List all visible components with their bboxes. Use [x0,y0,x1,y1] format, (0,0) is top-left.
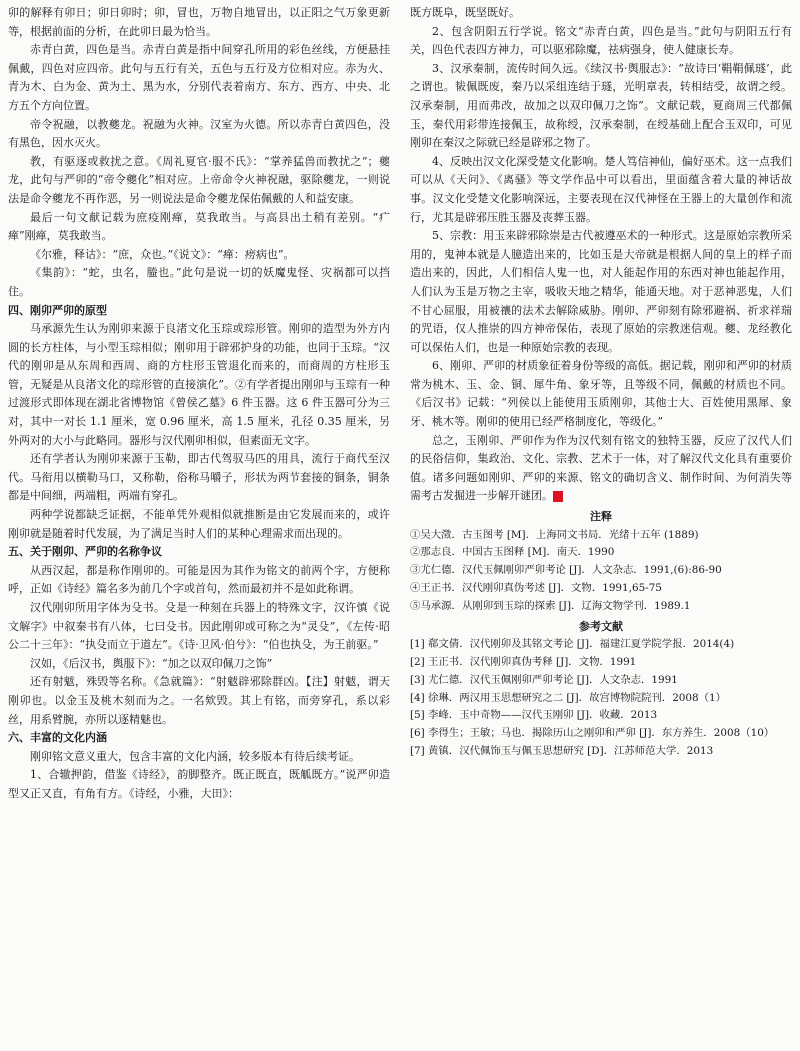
body-paragraph: 卯的解释有卯日；卯日卯时；卯，冒也，万物自地冒出，以正阳之气万象更新等，根据前面的分析，在此卯日最为恰当。 [8,6,390,38]
body-paragraph: 《集韵》：“蛇，虫名，螣也。”此句是说一切的妖魔鬼怪、灾祸都可以挡住。 [8,266,390,298]
body-paragraph: 6、刚卯、严卯的材质象征着身份等级的高低。据记载，刚卯和严卯的材质常为桃木、玉、金、铜、犀牛角、象牙等，且等级不同，佩戴的材质也不同。《后汉书》记载：“列侯以上能使用玉质刚卯，其他士大、百姓使用黑犀、象牙、桃木等。刚卯的使用已经严格制度化，等级化。” [410,359,792,429]
body-paragraph: 马承源先生认为刚卯来源于良渚文化玉琮或琮形管。刚卯的造型为外方内圆的长方柱体，与小型玉琮相似；刚卯用于辟邪护身的功能，也同于玉琮。“汉代的刚卯是从东周和西周、商的方柱形玉管退化而来的，而商周的方柱形玉管，无疑是从良渚文化的琮形管的直接演化”。②有学者提出刚卯与玉琮有一种过渡形式即体现在湖北省博物馆《曾侯乙墓》6 件玉器。这 6 件玉器可分为三对，其中一对长 1.1 厘米，宽 0.96 厘米，高 1.5 厘米，孔径 0.35 厘米，另外两对的大小与此略同。器形与汉代刚卯相似，但素面无文字。 [8,322,390,447]
reference-item: [5] 李峰．玉中奇物——汉代玉刚卯 [J]．收藏．2013 [410,709,658,722]
body-paragraph: 汉代刚卯所用字体为殳书。殳是一种刻在兵器上的特殊文字，汉许慎《说文解字》中叙秦书有八体，七曰殳书。因此刚卯或可称之为“灵殳”，《左传·昭公二十三年》：“执殳而立于道左”。《诗·卫风·伯兮》：“伯也执殳，为王前驱。” [8,601,390,652]
note-item: ②那志良．中国古玉图释 [M]．南天．1990 [410,546,615,559]
note-item: ①吴大澂．古玉图考 [M]．上海同文书局．光绪十五年 (1889) [410,528,699,541]
body-paragraph: 1、合辙押韵，借鉴《诗经》，韵脚整齐。既正既直，既觚既方。”说严卯造型又正又直，有角有方。《诗经，小雅，大田》： [8,768,390,800]
right-column [410,4,792,761]
body-paragraph: 最后一句文献记载为庶疫刚瘅，莫我敢当。与高县出土稍有差别。“疒瘅”刚瘅，莫我敢当。 [8,210,390,243]
section-heading: 四、刚卯严卯的原型 [8,303,107,317]
body-paragraph: 从西汉起，都是称作刚卯的。可能是因为其作为铭文的前两个字，方便称呼，正如《诗经》篇名多为前几个字或首句，然而最初并不是如此称谓。 [8,563,390,596]
body-paragraph: 既方既阜，既坚既好。 [410,6,520,19]
reference-item: [2] 王正书．汉代刚卯真伪考释 [J]．文物．1991 [410,656,637,668]
body-paragraph: 刚卯铭文意义重大，包含丰富的文化内涵，较多版本有待后续考证。 [30,749,360,763]
reference-item: [3] 尤仁德．汉代玉佩刚卯严卯考论 [J]．人文杂志．1991 [410,673,678,686]
body-paragraph: 3、汉承秦制，流传时间久远。《续汉书·舆服志》：“故诗曰‘鞙鞙佩璲’，此之谓也。韨佩既废，秦乃以采组连结于璲，光明章表，转相结受，故谓之绶。汉承秦制，用而弗改，故加之以双印佩刀之饰”。文献记载，夏商周三代都佩玉，秦代用彩带连接佩玉，故称绶，汉承秦制，在绶基础上配合玉双印，可见刚卯在秦汉之际就已经是辟邪之物了。 [410,61,792,150]
body-paragraph: 《尔雅，释诂》：“庶，众也。”《说文》：“瘅：痨病也”。 [30,247,295,261]
note-item: ④王正书．汉代刚卯真伪考述 [J]．文物．1991,65-75 [410,582,662,595]
reference-item: [1] 郗文倩．汉代刚卯及其铭文考论 [J]．福建江夏学院学报．2014(4) [410,638,735,651]
end-mark-icon: 图 [553,491,563,502]
body-paragraph: 汉如，《后汉书，舆服下》：“加之以双印佩刀之饰” [30,656,273,670]
note-item: ⑤马承源．从刚卯到玉琮的探索 [J]．辽海文物学刊．1989.1 [410,599,691,612]
body-paragraph: 4、反映出汉文化深受楚文化影响。楚人笃信神仙，偏好巫术。这一点我们可以从《天问》、《离骚》等文学作品中可以看出，里面蕴含着大量的神话故事。汉文化受楚文化影响深远，主要表现在汉代神怪在王器上的大量创作和流行，尤其是辟邪压胜玉器及丧葬玉器。 [410,154,792,224]
reference-item: [7] 黄镇．汉代佩饰玉与佩玉思想研究 [D]．江苏师范大学．2013 [410,744,714,757]
section-heading: 六、丰富的文化内涵 [8,731,107,745]
notes-heading: 注释 [590,510,612,524]
body-paragraph: 还有学者认为刚卯来源于玉勒，即古代驾驭马匹的用具，流行于商代至汉代。马衔用以横勒马口，又称勒，俗称马嚼子，形状为两节套接的铜条，铜条都是中间细，两端粗，两端有穿孔。 [8,452,390,503]
note-item: ③尤仁德．汉代玉佩刚卯严卯考论 [J]．人文杂志．1991,(6):86-90 [410,564,722,577]
body-paragraph: 5、宗教：用玉来辟邪除崇是古代被遵巫术的一种形式。这是原始宗教所采用的，鬼神本就是人臆造出来的，比如玉是大帝就是根据人间的皇上的样子而造出来的，因此，人们相信人鬼一也，对人能起作用的东西对神也能起作用，人们认为玉是万物之主宰，吸收天地之精华，能通天地。对于恶神恶鬼，人们不甘心屈服，用被禳的法术去解除威胁。刚卯、严卯刻有除邪避祸、祈求祥瑞的咒语，仅人推崇的四方神帝保佑，表现了原始的宗教迷信观。夔、龙经教化可以保佑人们，也是一种原始宗教的表现。 [410,229,792,354]
body-paragraph: 帝令祝融，以教夔龙。祝融为火神。汉室为火德。所以赤青白黄四色，没有黑色，因水灭火。 [8,117,390,150]
body-paragraph: 两种学说都缺乏证据，不能单凭外观相似就推断是由它发展而来的，或许刚卯就是随着时代发展，为了满足当时人们的某种心理需求而出现的。 [8,508,390,540]
body-paragraph: 总之，玉刚卯、严卯作为作为汉代刻有铭文的独特玉器，反应了汉代人们的民俗信仰，集政治、文化、宗教、艺术于一体，对了解汉代文化具有重要价值。诸多问题如刚卯、严卯的来源、铭文的确切含义、制作时间、为何消失等需考古发掘进一步解开谜团。 图 [410,433,792,503]
body-paragraph: 教，有驱逐或救扰之意。《周礼夏官·服不氏》：“掌养猛兽而教扰之”；夔龙，此句与严卯的“帝令夔化”相对应。上帝命令火神祝融，驱除夔龙，一则说法是命令夔龙不再作恶，另一则说法是命令夔龙保佑佩戴的人和益安康。 [8,154,390,205]
body-paragraph: 还有射魃，殊毁等名称。《急就篇》：“射魃辟邪除群凶。【注】射魃，谓天刚卯也。以金玉及桃木刻而为之。一名欸毁。其上有铭，而旁穿孔，系以彩丝，用系臂腕，亦所以逐精魅也。 [8,675,390,726]
section-heading: 五、关于刚卯、严卯的名称争议 [8,545,162,559]
reference-item: [4] 徐琳．两汉用玉思想研究之二 [J]．故宫博物院院刊．2008（1） [410,691,727,704]
body-paragraph: 2、包含阴阳五行学说。铭文“赤青白黄，四色是当。”此句与阴阳五行有关，四色代表四方神力，可以驱邪除魔，祛病强身，使人健康长寿。 [410,24,792,57]
body-paragraph: 赤青白黄，四色是当。赤青白黄是指中间穿孔所用的彩色丝线，方便悬挂佩戴，四色对应四帝。此句与五行有关，五色与五行及方位相对应。赤为火、青为木、白为金、黄为土、黑为水，分别代表着南方、东方、西方、中央、北方五个方向位置。 [8,43,390,112]
reference-item: [6] 李得生；王敏；马也．揭除历山之刚卯和严卯 [J]．东方养生．2008（10） [410,727,775,740]
left-column [8,4,390,804]
references-heading: 参考文献 [579,619,623,633]
